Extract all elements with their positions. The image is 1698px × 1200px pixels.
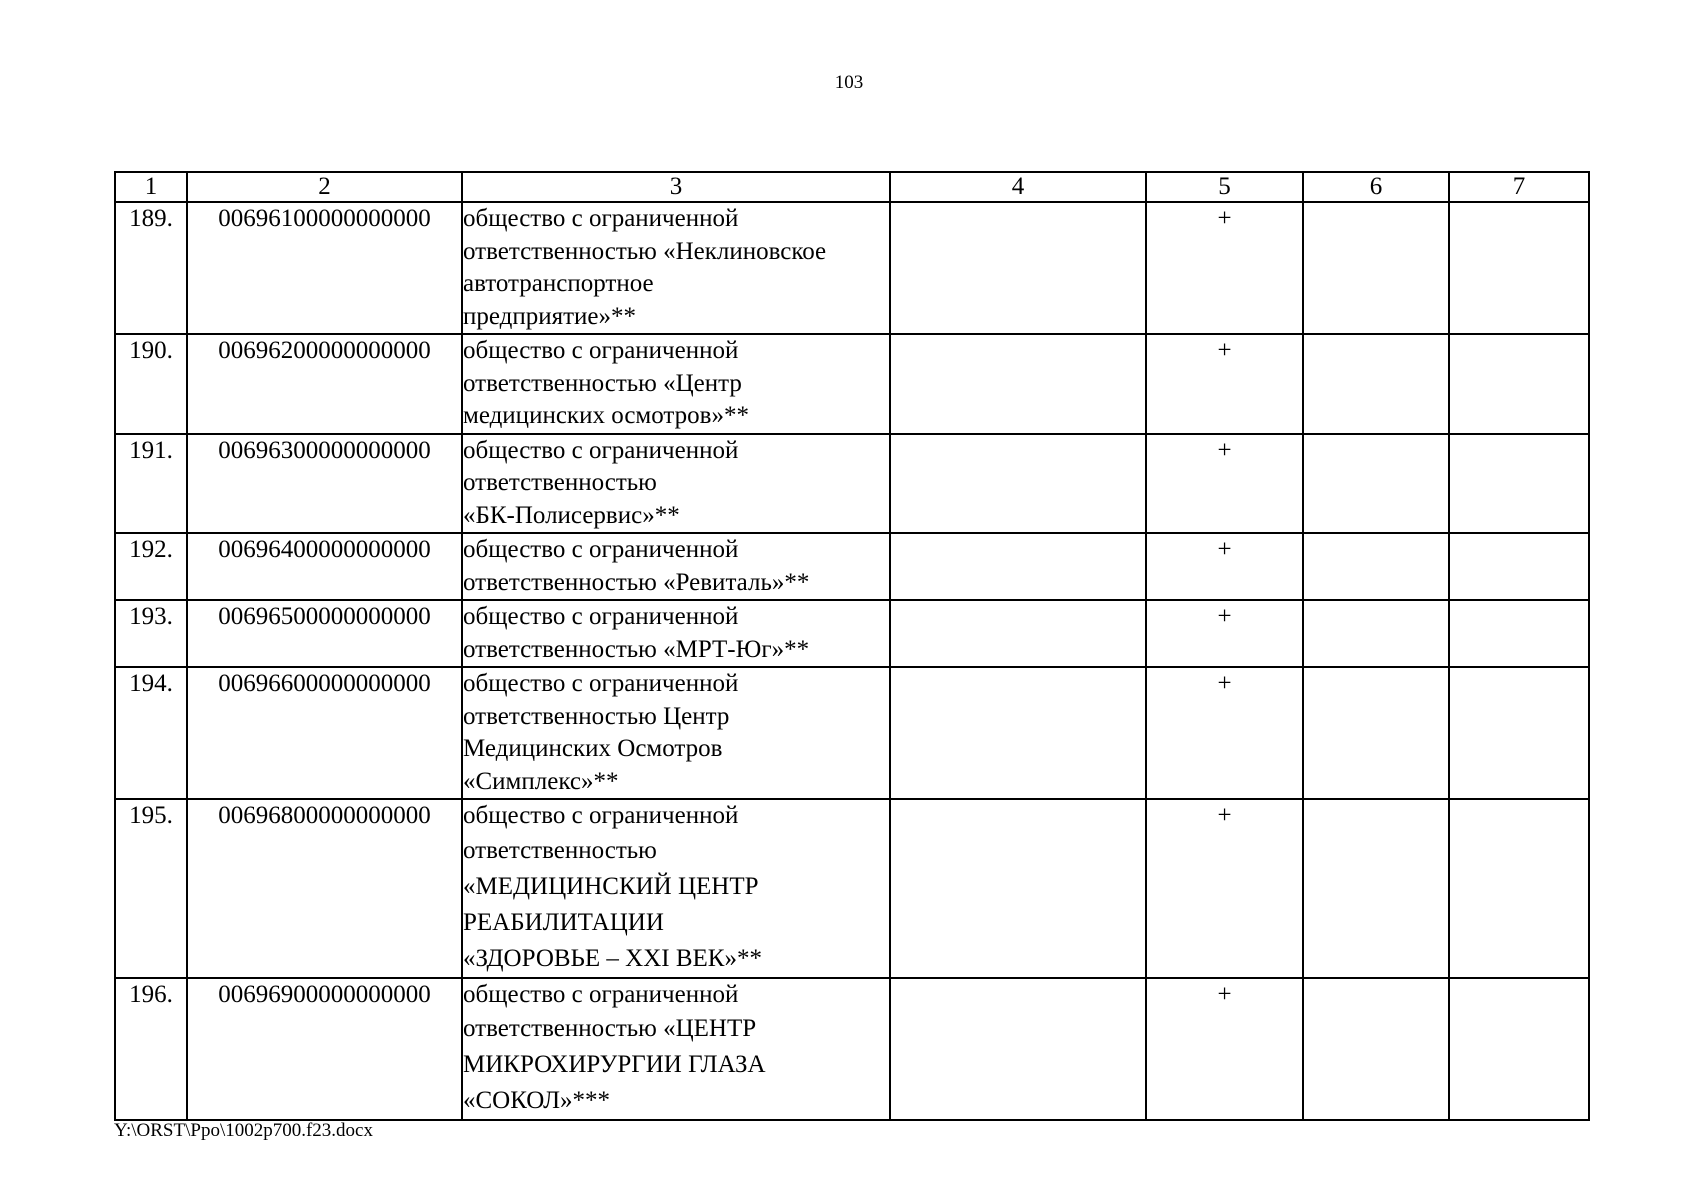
row-number: 195. xyxy=(115,799,187,978)
name-line: «МЕДИЦИНСКИЙ ЦЕНТР xyxy=(463,872,759,900)
row-code: 00696900000000000 xyxy=(187,978,462,1121)
page-number: 103 xyxy=(834,72,864,93)
row-col-5-mark: + xyxy=(1146,799,1303,978)
row-col-7 xyxy=(1449,978,1589,1121)
row-col-6 xyxy=(1303,600,1449,667)
table-row xyxy=(115,533,1589,600)
table-row xyxy=(115,202,1589,334)
name-line: ответственностью «Неклиновское xyxy=(463,237,827,265)
name-line: общество с ограниченной xyxy=(463,603,739,630)
row-col-5-mark: + xyxy=(1146,533,1303,600)
row-col-4 xyxy=(890,667,1146,799)
table-row xyxy=(115,799,1589,978)
row-col-7 xyxy=(1449,600,1589,667)
table-row xyxy=(115,334,1589,434)
row-number: 193. xyxy=(115,600,187,667)
row-col-6 xyxy=(1303,978,1449,1121)
column-header-3: 3 xyxy=(462,172,890,202)
row-col-4 xyxy=(890,434,1146,534)
row-code: 00696600000000000 xyxy=(187,667,462,799)
row-code: 00696800000000000 xyxy=(187,799,462,978)
row-number: 194. xyxy=(115,667,187,799)
row-number: 196. xyxy=(115,978,187,1121)
name-line: общество с ограниченной xyxy=(463,436,739,464)
row-col-7 xyxy=(1449,202,1589,334)
column-header-2: 2 xyxy=(187,172,462,202)
name-line: общество с ограниченной xyxy=(463,980,739,1008)
name-line: общество с ограниченной xyxy=(463,802,739,829)
table-row xyxy=(115,434,1589,534)
row-organization-name xyxy=(462,202,890,334)
row-col-5-mark: + xyxy=(1146,978,1303,1121)
row-col-5-mark: + xyxy=(1146,667,1303,799)
row-organization-name xyxy=(462,334,890,434)
row-number: 189. xyxy=(115,202,187,334)
name-line: «ЗДОРОВЬЕ – XXI ВЕК»** xyxy=(463,944,762,972)
row-code: 00696200000000000 xyxy=(187,334,462,434)
name-line: автотранспортное xyxy=(463,270,654,297)
row-col-4 xyxy=(890,202,1146,334)
row-col-7 xyxy=(1449,533,1589,600)
row-col-5-mark: + xyxy=(1146,202,1303,334)
table-row xyxy=(115,600,1589,667)
row-organization-name xyxy=(462,978,890,1121)
name-line: общество с ограниченной xyxy=(463,205,739,232)
row-col-6 xyxy=(1303,667,1449,799)
name-line: общество с ограниченной xyxy=(463,337,739,364)
row-organization-name xyxy=(462,434,890,534)
footer-file-path: Y:\ORST\Ppo\1002p700.f23.docx xyxy=(114,1120,373,1141)
name-line: общество с ограниченной xyxy=(463,670,739,697)
row-col-7 xyxy=(1449,434,1589,534)
row-col-4 xyxy=(890,334,1146,434)
row-col-6 xyxy=(1303,434,1449,534)
name-line: предприятие»** xyxy=(463,302,637,330)
column-header-6: 6 xyxy=(1303,172,1449,202)
column-header-7: 7 xyxy=(1449,172,1589,202)
row-col-6 xyxy=(1303,533,1449,600)
name-line: ответственностью Центр xyxy=(463,702,730,730)
document-table xyxy=(114,171,1590,1121)
row-organization-name xyxy=(462,600,890,667)
row-col-7 xyxy=(1449,667,1589,799)
column-header-5: 5 xyxy=(1146,172,1303,202)
row-organization-name xyxy=(462,799,890,978)
name-line: медицинских осмотров»** xyxy=(463,402,749,429)
row-col-5-mark: + xyxy=(1146,334,1303,434)
column-header-1: 1 xyxy=(115,172,187,202)
name-line: ответственностью xyxy=(463,469,657,496)
table-row xyxy=(115,978,1589,1121)
name-line: МИКРОХИРУРГИИ ГЛАЗА xyxy=(463,1051,766,1078)
row-col-5-mark: + xyxy=(1146,600,1303,667)
name-line: ответственностью «ЦЕНТР xyxy=(463,1015,757,1042)
row-col-4 xyxy=(890,600,1146,667)
table-row xyxy=(115,667,1589,799)
row-col-4 xyxy=(890,799,1146,978)
row-number: 191. xyxy=(115,434,187,534)
row-code: 00696300000000000 xyxy=(187,434,462,534)
row-col-6 xyxy=(1303,799,1449,978)
name-line: «Симплекс»** xyxy=(463,767,619,795)
row-col-7 xyxy=(1449,799,1589,978)
name-line: ответственностью xyxy=(463,836,657,864)
column-header-4: 4 xyxy=(890,172,1146,202)
name-line: «СОКОЛ»*** xyxy=(463,1087,611,1114)
row-code: 00696100000000000 xyxy=(187,202,462,334)
row-organization-name xyxy=(462,533,890,600)
row-organization-name xyxy=(462,667,890,799)
row-col-5-mark: + xyxy=(1146,434,1303,534)
name-line: РЕАБИЛИТАЦИИ xyxy=(463,908,664,936)
row-col-4 xyxy=(890,533,1146,600)
row-col-6 xyxy=(1303,202,1449,334)
name-line: Медицинских Осмотров xyxy=(463,735,723,762)
table-header-row xyxy=(115,172,1589,202)
name-line: ответственностью «МРТ-Юг»** xyxy=(463,635,810,663)
row-number: 192. xyxy=(115,533,187,600)
row-col-6 xyxy=(1303,334,1449,434)
name-line: «БК-Полисервис»** xyxy=(463,501,680,529)
name-line: ответственностью «Центр xyxy=(463,369,742,397)
row-col-7 xyxy=(1449,334,1589,434)
name-line: общество с ограниченной xyxy=(463,536,739,563)
row-number: 190. xyxy=(115,334,187,434)
row-code: 00696400000000000 xyxy=(187,533,462,600)
name-line: ответственностью «Ревиталь»** xyxy=(463,568,810,596)
row-code: 00696500000000000 xyxy=(187,600,462,667)
row-col-4 xyxy=(890,978,1146,1121)
